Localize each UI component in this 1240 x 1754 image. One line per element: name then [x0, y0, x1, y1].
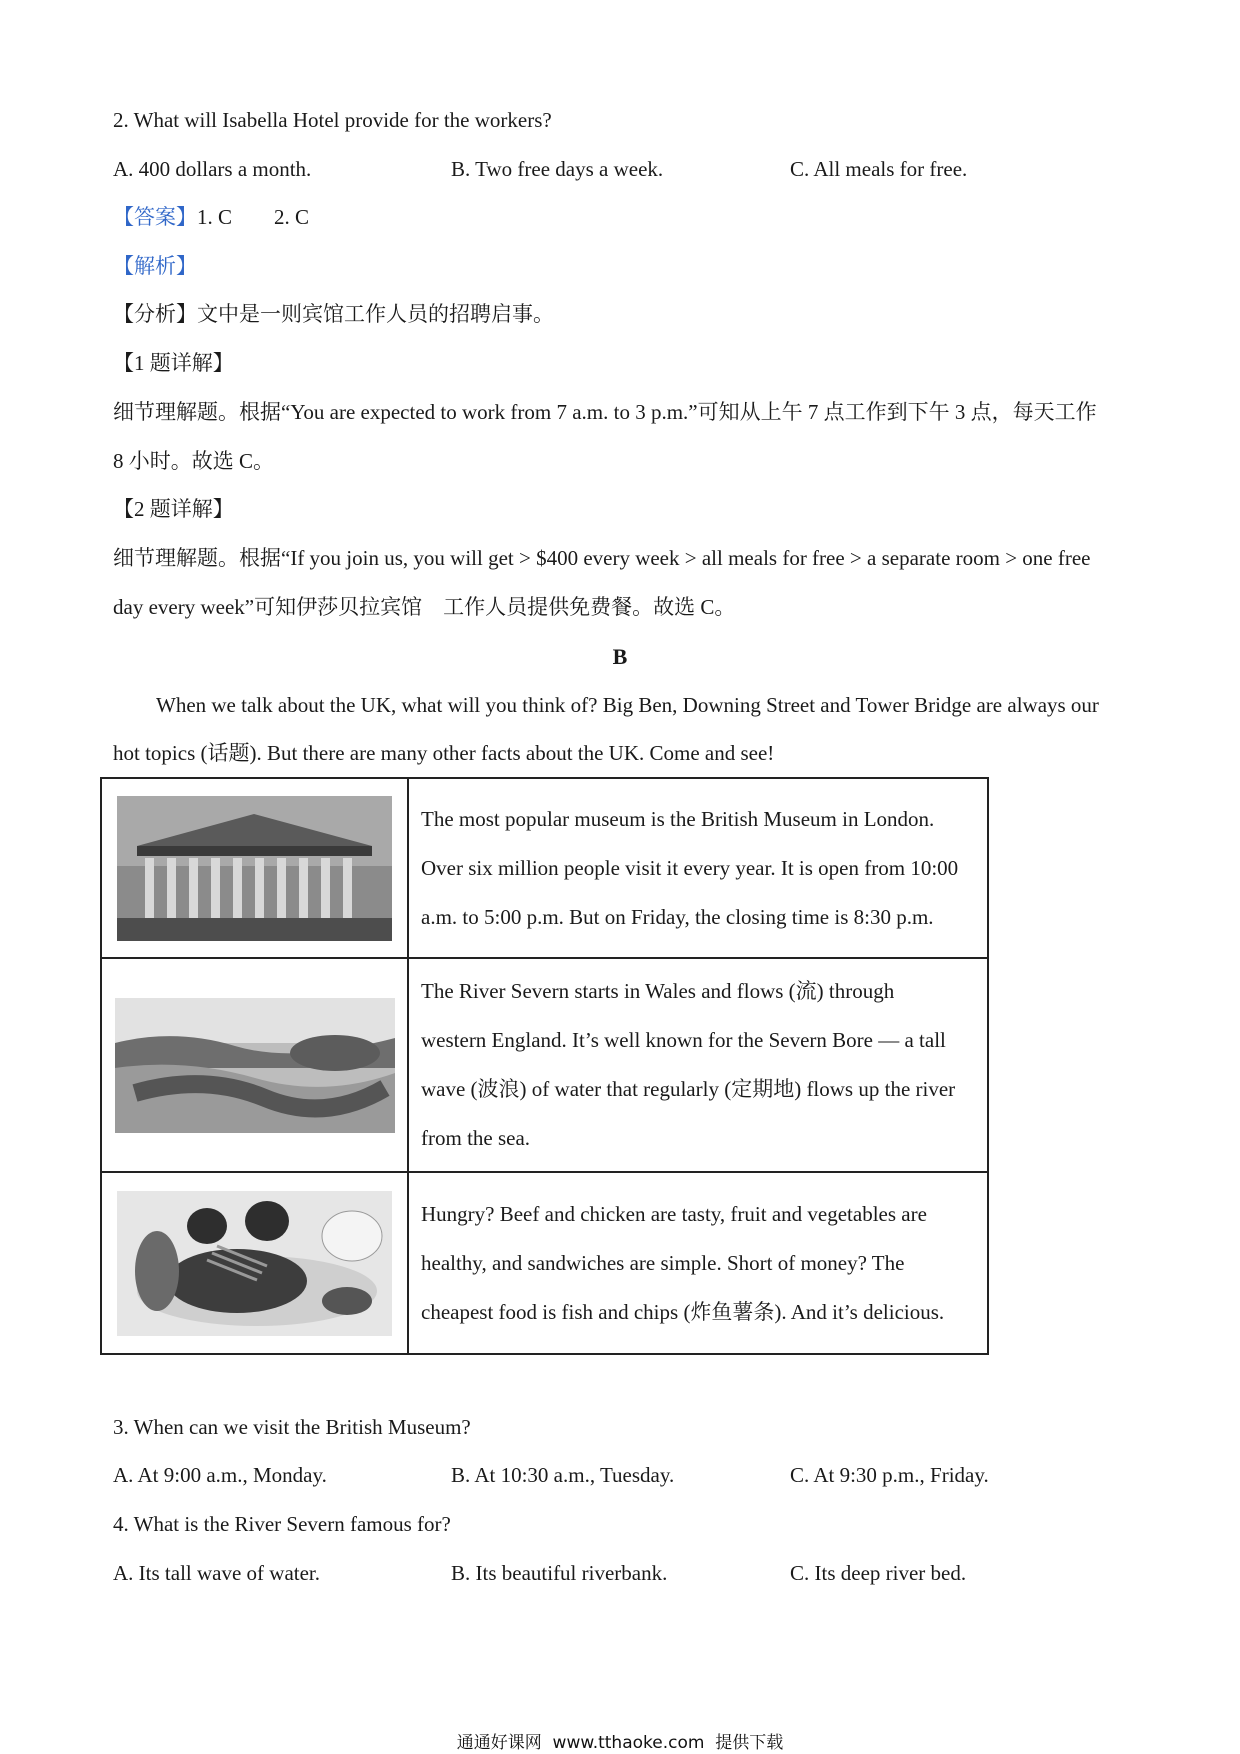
- answer-line: [113, 205, 309, 229]
- q2-option-c: C. All meals for free.: [790, 157, 968, 181]
- q3-option-c: C. At 9:30 p.m., Friday.: [790, 1463, 989, 1487]
- museum-text-2: Over six million people visit it every year. It is open from 10:00: [421, 855, 959, 880]
- image-cell: [101, 1172, 408, 1354]
- museum-text-1: The most popular museum is the British Museum in London.: [421, 806, 935, 831]
- analysis-summary: 【分析】文中是一则宾馆工作人员的招聘启事。: [113, 302, 554, 326]
- question-3: 3. When can we visit the British Museum?: [113, 1415, 471, 1439]
- text-cell: [408, 958, 988, 1172]
- table-row: [101, 778, 988, 958]
- river-text-3: wave (波浪) of water that regularly (定期地) flows up the river: [421, 1077, 956, 1101]
- table-row: [101, 1172, 988, 1354]
- section-b-intro-1: When we talk about the UK, what will you think of? Big Ben, Downing Street and Tower Bridge are always our: [156, 693, 1099, 717]
- food-text-1: Hungry? Beef and chicken are tasty, fruit and vegetables are: [421, 1201, 927, 1226]
- detail-2-line-2: day every week”可知伊莎贝拉宾馆 工作人员提供免费餐。故选 C。: [113, 595, 736, 619]
- museum-text-3: a.m. to 5:00 p.m. But on Friday, the closing time is 8:30 p.m.: [421, 904, 934, 929]
- river-severn-image: [115, 998, 395, 1133]
- section-b-intro-2: hot topics (话题). But there are many other facts about the UK. Come and see!: [113, 741, 775, 765]
- answer-label: 【答案】: [113, 205, 197, 229]
- river-text-1: The River Severn starts in Wales and flows (流) through: [421, 979, 895, 1003]
- q2-option-b: B. Two free days a week.: [451, 157, 664, 181]
- river-text-4: from the sea.: [421, 1126, 531, 1150]
- q3-option-b: B. At 10:30 a.m., Tuesday.: [451, 1463, 675, 1487]
- q4-option-c: C. Its deep river bed.: [790, 1561, 967, 1585]
- detail-1-label: 【1 题详解】: [113, 351, 234, 375]
- detail-2-label: 【2 题详解】: [113, 497, 234, 521]
- detail-1-line-1: 细节理解题。根据“You are expected to work from 7 a.m. to 3 p.m.”可知从上午 7 点工作到下午 3 点，每天工作: [113, 400, 1097, 424]
- q4-option-b: B. Its beautiful riverbank.: [451, 1561, 668, 1585]
- detail-2-line-1: 细节理解题。根据“If you join us, you will get > $400 every week > all meals for free > a separate room > one free: [113, 546, 1091, 570]
- q4-option-a: A. Its tall wave of water.: [113, 1561, 321, 1585]
- question-4: 4. What is the River Severn famous for?: [113, 1512, 451, 1536]
- q3-option-a: A. At 9:00 a.m., Monday.: [113, 1463, 327, 1487]
- table-row: [101, 958, 988, 1172]
- analysis-label: 【解析】: [113, 254, 197, 278]
- footer-watermark: 通通好课网 www.tthaoke.com 提供下载: [456, 1733, 784, 1753]
- question-2: 2. What will Isabella Hotel provide for the workers?: [113, 108, 552, 132]
- river-text-2: western England. It’s well known for the Severn Bore — a tall: [421, 1028, 946, 1052]
- text-cell: [408, 1172, 988, 1354]
- answer-value: 1. C 2. C: [197, 205, 310, 229]
- uk-facts-table: [100, 777, 989, 1355]
- detail-1-line-2: 8 小时。故选 C。: [113, 449, 275, 473]
- image-cell: [101, 958, 408, 1172]
- image-cell: [101, 778, 408, 958]
- food-text-3: cheapest food is fish and chips (炸鱼薯条). And it’s delicious.: [421, 1299, 945, 1324]
- food-image: [117, 1191, 392, 1336]
- q2-option-a: A. 400 dollars a month.: [113, 157, 312, 181]
- section-b-title: B: [612, 644, 628, 669]
- text-cell: [408, 778, 988, 958]
- food-text-2: healthy, and sandwiches are simple. Short of money? The: [421, 1250, 905, 1275]
- british-museum-image: [117, 796, 392, 941]
